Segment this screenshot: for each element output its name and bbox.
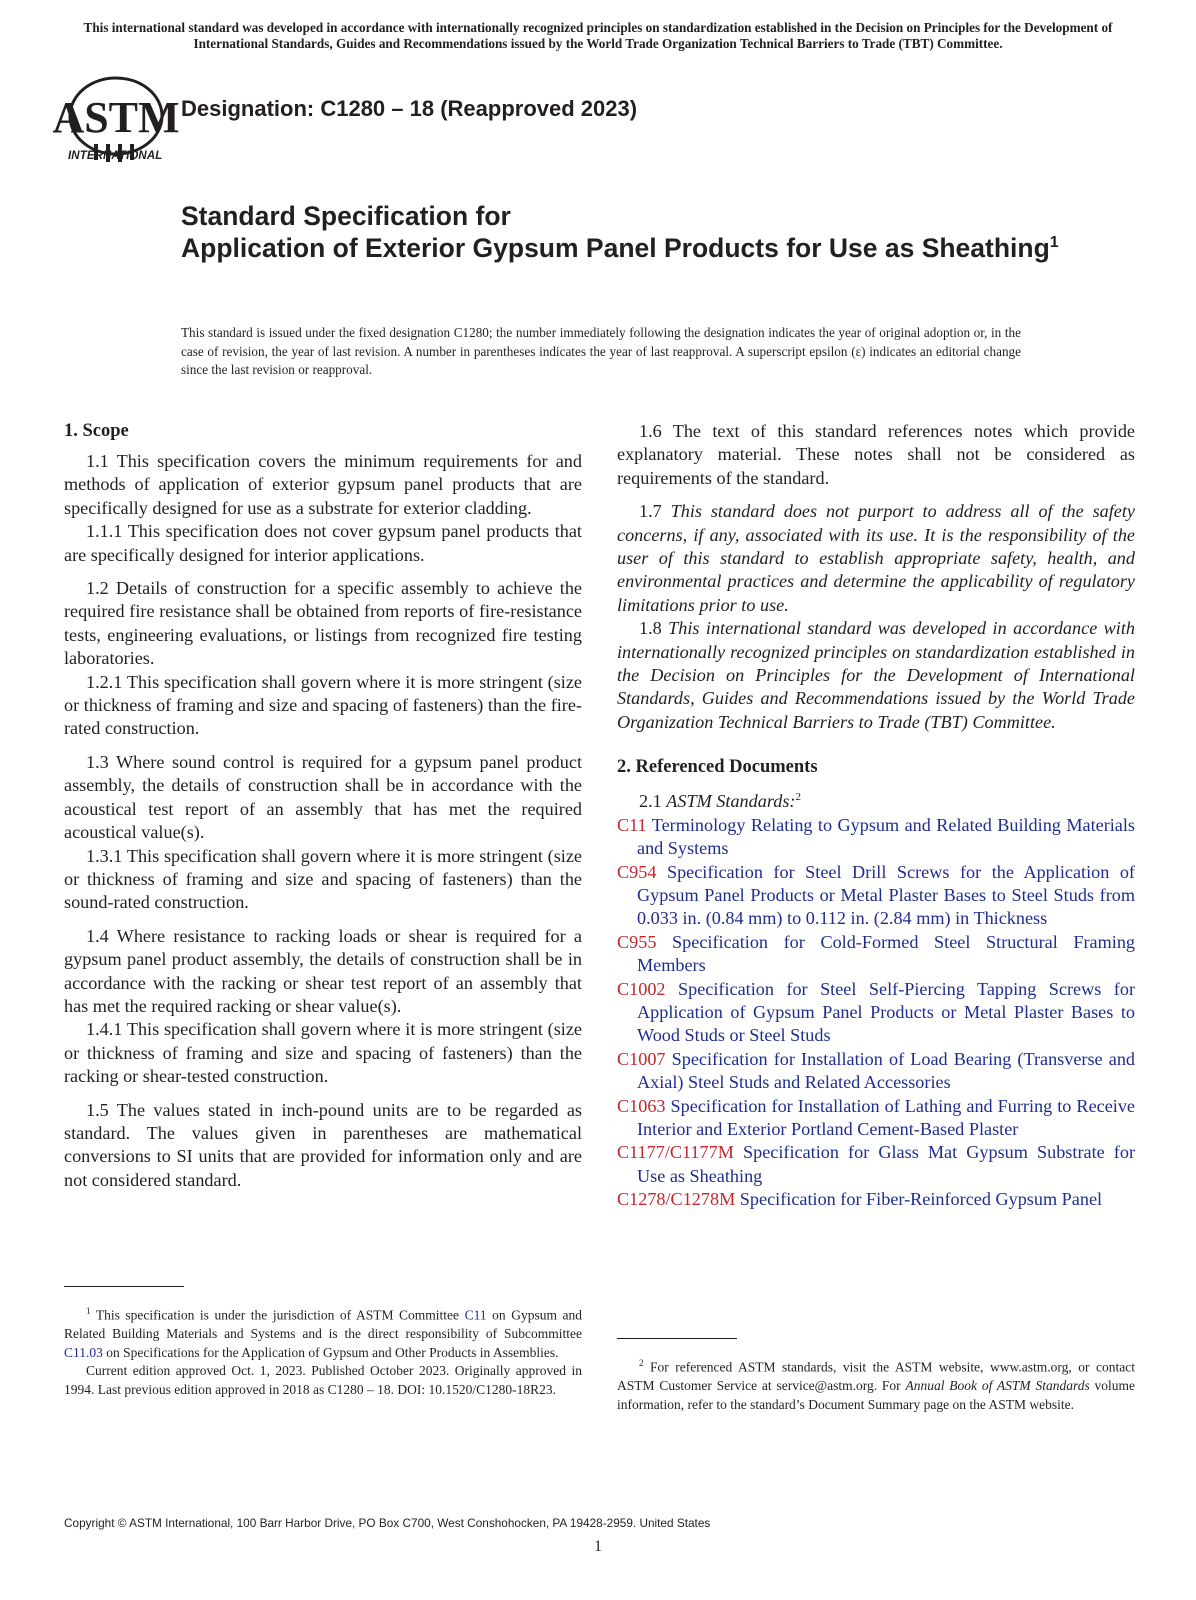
reference-title-link[interactable]: Specification for Cold-Formed Steel Structural Framing Members <box>637 931 1136 976</box>
page-number: 1 <box>594 1538 602 1555</box>
document-title <box>181 200 1081 264</box>
para-2-1: 2.1 ASTM Standards:$^2$ <box>639 791 801 812</box>
reference-item <box>617 1095 1135 1142</box>
para-1-4-1: 1.4.1 This specification shall govern where it is more stringent (size or thickness of framing and size and spacing of fasteners) than the racking or shear-tested construction. <box>64 1019 582 1087</box>
para-1-5: 1.5 The values stated in inch-pound units are to be regarded as standard. The values given in parentheses are mathematical conversions to SI units that are provided for information only and are not considered standard. <box>64 1099 582 1190</box>
copyright-notice: Copyright © ASTM International, 100 Barr Harbor Drive, PO Box C700, West Conshohocken, PA 19428-2959. United States <box>64 1516 711 1530</box>
footnote-1 <box>64 1302 582 1399</box>
footnote-divider <box>64 1286 184 1287</box>
para-1-3: 1.3 Where sound control is required for a gypsum panel product assembly, the details of construction shall be in accordance with the acoustical test report of an assembly that has met the required acoustical value(s). <box>64 751 582 843</box>
reference-code-link[interactable]: C11 <box>617 814 647 835</box>
header-notice: This international standard was developed in accordance with internationally recognized principles on standardization established in the Decision on Principles for the Development of International Standards, Guides and Recommendations issued by the World Trade Organization Technical Barriers to Trade (TBT) Committee. <box>83 20 1113 51</box>
reference-code-link[interactable]: C1063 <box>617 1095 666 1116</box>
reference-item <box>617 978 1135 1048</box>
footnote-1-jurisdiction: $^1$ This specification is under the jurisdiction of ASTM Committee C11 on Gypsum and Related Building Materials and Systems and is the direct responsibility of Subcommittee C11.03 on Specifications for the Application of Gypsum and Other Products in Assemblies. <box>64 1306 583 1360</box>
reference-item <box>617 861 1135 931</box>
footnote-1-edition: Current edition approved Oct. 1, 2023. Published October 2023. Originally approved in 1994. Last previous edition approved in 2018 as C1280 – 18. DOI: 10.1520/C1280-18R23. <box>64 1363 582 1397</box>
para-1-1: 1.1 This specification covers the minimum requirements for and methods of application of exterior gypsum panel products that are specifically designed for use as a substrate for exterior cladding. <box>64 451 582 518</box>
reference-item <box>617 1188 1135 1211</box>
para-1-8: 1.8 This international standard was developed in accordance with internationally recognized principles on standardization established in the Decision on Principles for the Development of International Standards, Guides and Recommendations issued by the World Trade Organization Technical Barriers to Trade (TBT) Committee. <box>617 618 1136 732</box>
para-1-4: 1.4 Where resistance to racking loads or shear is required for a gypsum panel product assembly, the details of construction shall be in accordance with the racking or shear test report of an assembly that has met the required racking or shear value(s). <box>64 925 582 1016</box>
title-line-2: Application of Exterior Gypsum Panel Products for Use as Sheathing$^1$ <box>181 233 1059 263</box>
reference-title-link[interactable]: Terminology Relating to Gypsum and Related Building Materials and Systems <box>637 814 1136 859</box>
subcommittee-c11-03-link[interactable]: C11.03 <box>64 1344 103 1360</box>
para-1-6: 1.6 The text of this standard references notes which provide explanatory material. These notes shall not be considered as requirements of the standard. <box>617 421 1135 488</box>
logo-international-label: INTERNATIONAL <box>68 150 163 162</box>
reference-item <box>617 1141 1135 1188</box>
para-1-2-1: 1.2.1 This specification shall govern where it is more stringent (size or thickness of framing and size and spacing of fasteners) than the fire-rated construction. <box>64 671 582 739</box>
reference-title-link[interactable]: Specification for Installation of Lathing and Furring to Receive Interior and Exterior Portland Cement-Based Plaster <box>637 1095 1135 1140</box>
reference-list <box>617 814 1135 1212</box>
reference-code-link[interactable]: C1007 <box>617 1048 666 1069</box>
reference-code-link[interactable]: C1002 <box>617 978 666 999</box>
reference-title-link[interactable]: Specification for Installation of Load Bearing (Transverse and Axial) Steel Studs and Related Accessories <box>637 1048 1136 1093</box>
left-column <box>64 420 582 1192</box>
committee-c11-link[interactable]: C11 <box>464 1307 487 1323</box>
title-footnote-mark: 1 <box>1049 234 1059 252</box>
reference-title-link[interactable]: Specification for Steel Self-Piercing Tapping Screws for Application of Gypsum Panel Products or Metal Plaster Bases to Wood Studs or Steel Studs <box>637 978 1135 1046</box>
reference-title-link[interactable]: Specification for Steel Drill Screws for the Application of Gypsum Panel Products or Metal Plaster Bases to Steel Studs from 0.033 in. (0.84 mm) to 0.112 in. (2.84 mm) in Thickness <box>637 861 1135 929</box>
para-1-1-1: 1.1.1 This specification does not cover gypsum panel products that are specifically designed for interior applications. <box>64 521 582 565</box>
referenced-documents-heading: 2. Referenced Documents <box>617 757 818 778</box>
reference-item <box>617 814 1135 861</box>
reference-item <box>617 1048 1135 1095</box>
reference-code-link[interactable]: C955 <box>617 931 657 952</box>
footnote-divider <box>617 1338 737 1339</box>
para-1-2: 1.2 Details of construction for a specific assembly to achieve the required fire resistance shall be obtained from reports of fire-resistance tests, engineering evaluations, or listings from recognized fire testing laboratories. <box>64 578 582 669</box>
reference-code-link[interactable]: C954 <box>617 861 657 882</box>
reference-title-link[interactable]: Specification for Glass Mat Gypsum Substrate for Use as Sheathing <box>637 1142 1135 1186</box>
para-1-3-1: 1.3.1 This specification shall govern where it is more stringent (size or thickness of framing and size and spacing of fasteners) than the sound-rated construction. <box>64 845 582 913</box>
reference-code-link[interactable]: C1278/C1278M <box>617 1189 736 1210</box>
footnote-2-mark: 2 <box>795 791 801 804</box>
reference-item <box>617 931 1135 978</box>
title-line-1: Standard Specification for <box>181 201 511 231</box>
footnote-2: $^2$ For referenced ASTM standards, visit the ASTM website, www.astm.org, or contact ASTM Customer Service at service@astm.org. For Annual Book of ASTM Standards volume information, refer to the standard’s Document Summary page on the ASTM website. <box>617 1358 1136 1412</box>
designation: Designation: C1280 – 18 (Reapproved 2023) <box>181 96 638 121</box>
reference-title-link[interactable]: Specification for Fiber-Reinforced Gypsum Panel <box>739 1189 1103 1210</box>
scope-heading: 1. Scope <box>64 421 129 441</box>
reference-code-link[interactable]: C1177/C1177M <box>617 1142 734 1163</box>
logo-letters: ASTM <box>52 93 180 142</box>
right-column <box>617 420 1135 1212</box>
issue-note: This standard is issued under the fixed designation C1280; the number immediately following the designation indicates the year of original adoption or, in the case of revision, the year of last revision. A number in parentheses indicates the year of last reapproval. A superscript epsilon (ε) indicates an editorial change since the last revision or reapproval. <box>181 325 1021 377</box>
para-1-7: 1.7 This standard does not purport to address all of the safety concerns, if any, associated with its use. It is the responsibility of the user of this standard to establish appropriate safety, health, and environmental practices and determine the applicability of regulatory limitations prior to use. <box>617 501 1135 615</box>
